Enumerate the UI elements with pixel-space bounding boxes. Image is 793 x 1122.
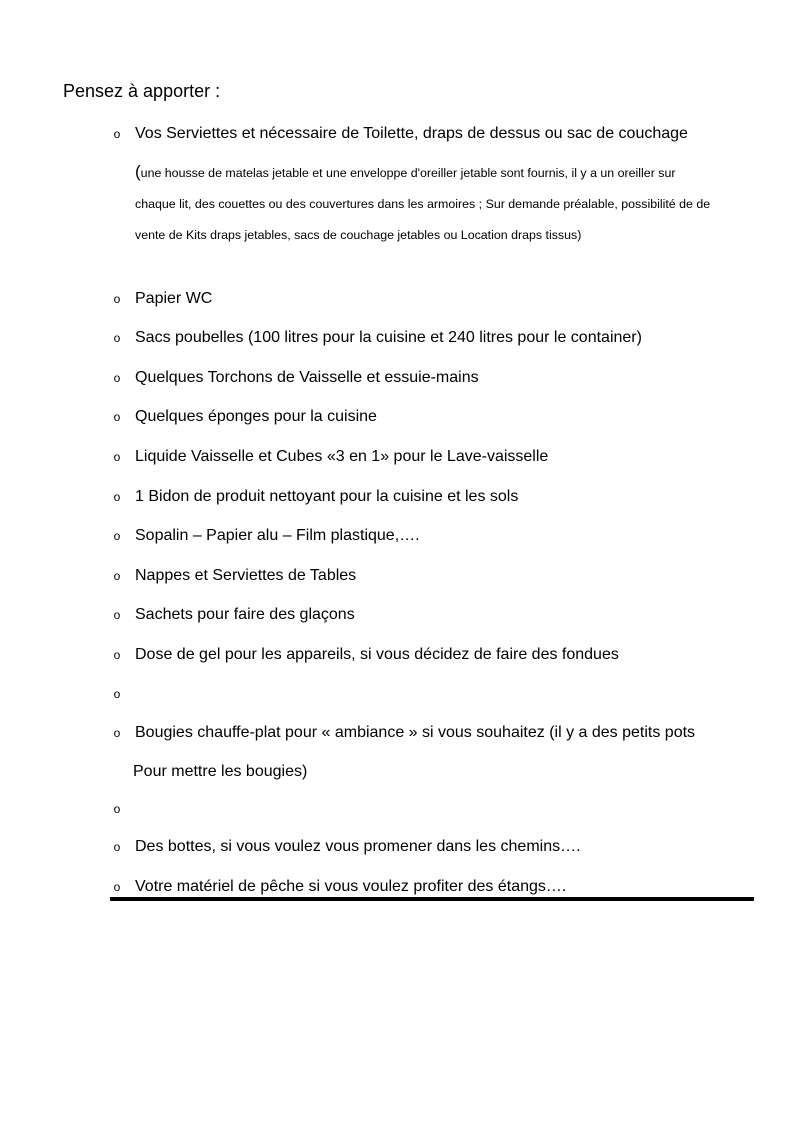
note-line [135, 162, 675, 183]
bullet-marker: o [113, 726, 121, 740]
list-item-text: Bougies chauffe-plat pour « ambiance » si vous souhaitez (il y a des petits pots [135, 724, 696, 741]
bullet-marker: o [113, 490, 121, 504]
bullet-marker: o [113, 608, 121, 622]
list-item-text: Quelques Torchons de Vaisselle et essuie-mains [135, 369, 479, 386]
list-item-text: Vos Serviettes et nécessaire de Toilette, draps de dessus ou sac de couchage [135, 125, 688, 142]
list-item-text: Sopalin – Papier alu – Film plastique,…. [135, 527, 420, 544]
list-item-text: Liquide Vaisselle et Cubes «3 en 1» pour le Lave-vaisselle [135, 448, 549, 465]
list-item-text: 1 Bidon de produit nettoyant pour la cuisine et les sols [135, 488, 519, 505]
list-item-text: Votre matériel de pêche si vous voulez profiter des étangs…. [135, 878, 567, 895]
bullet-marker: o [113, 687, 121, 701]
bottom-border-rule [110, 897, 754, 901]
note-line: vente de Kits draps jetables, sacs de couchage jetables ou Location draps tissus) [135, 228, 582, 242]
bullet-marker: o [113, 127, 121, 141]
list-heading: Pensez à apporter : [63, 81, 221, 101]
bullet-marker: o [113, 292, 121, 306]
bullet-marker: o [113, 529, 121, 543]
note-line-text: une housse de matelas jetable et une enveloppe d'oreiller jetable sont fournis, il y a un oreiller sur [140, 166, 676, 180]
list-item-text: Dose de gel pour les appareils, si vous décidez de faire des fondues [135, 646, 619, 663]
list-item-text: Sacs poubelles (100 litres pour la cuisine et 240 litres pour le container) [135, 329, 642, 346]
list-item-text: Papier WC [135, 290, 213, 307]
bullet-marker: o [113, 569, 121, 583]
bullet-marker: o [113, 331, 121, 345]
bullet-marker: o [113, 371, 121, 385]
note-open-paren: ( [135, 162, 141, 181]
bullet-marker: o [113, 802, 121, 816]
bullet-marker: o [113, 450, 121, 464]
list-item-text: Quelques éponges pour la cuisine [135, 408, 377, 425]
bullet-marker: o [113, 880, 121, 894]
list-item-continuation: Pour mettre les bougies) [133, 763, 308, 780]
bullet-marker: o [113, 648, 121, 662]
note-line: chaque lit, des couettes ou des couvertures dans les armoires ; Sur demande préalable, possibilité de de [135, 197, 711, 211]
list-item-text: Nappes et Serviettes de Tables [135, 567, 357, 584]
list-item-text: Sachets pour faire des glaçons [135, 606, 355, 623]
list-item-text: Des bottes, si vous voulez vous promener dans les chemins…. [135, 838, 581, 855]
bullet-marker: o [113, 840, 121, 854]
bullet-marker: o [113, 410, 121, 424]
